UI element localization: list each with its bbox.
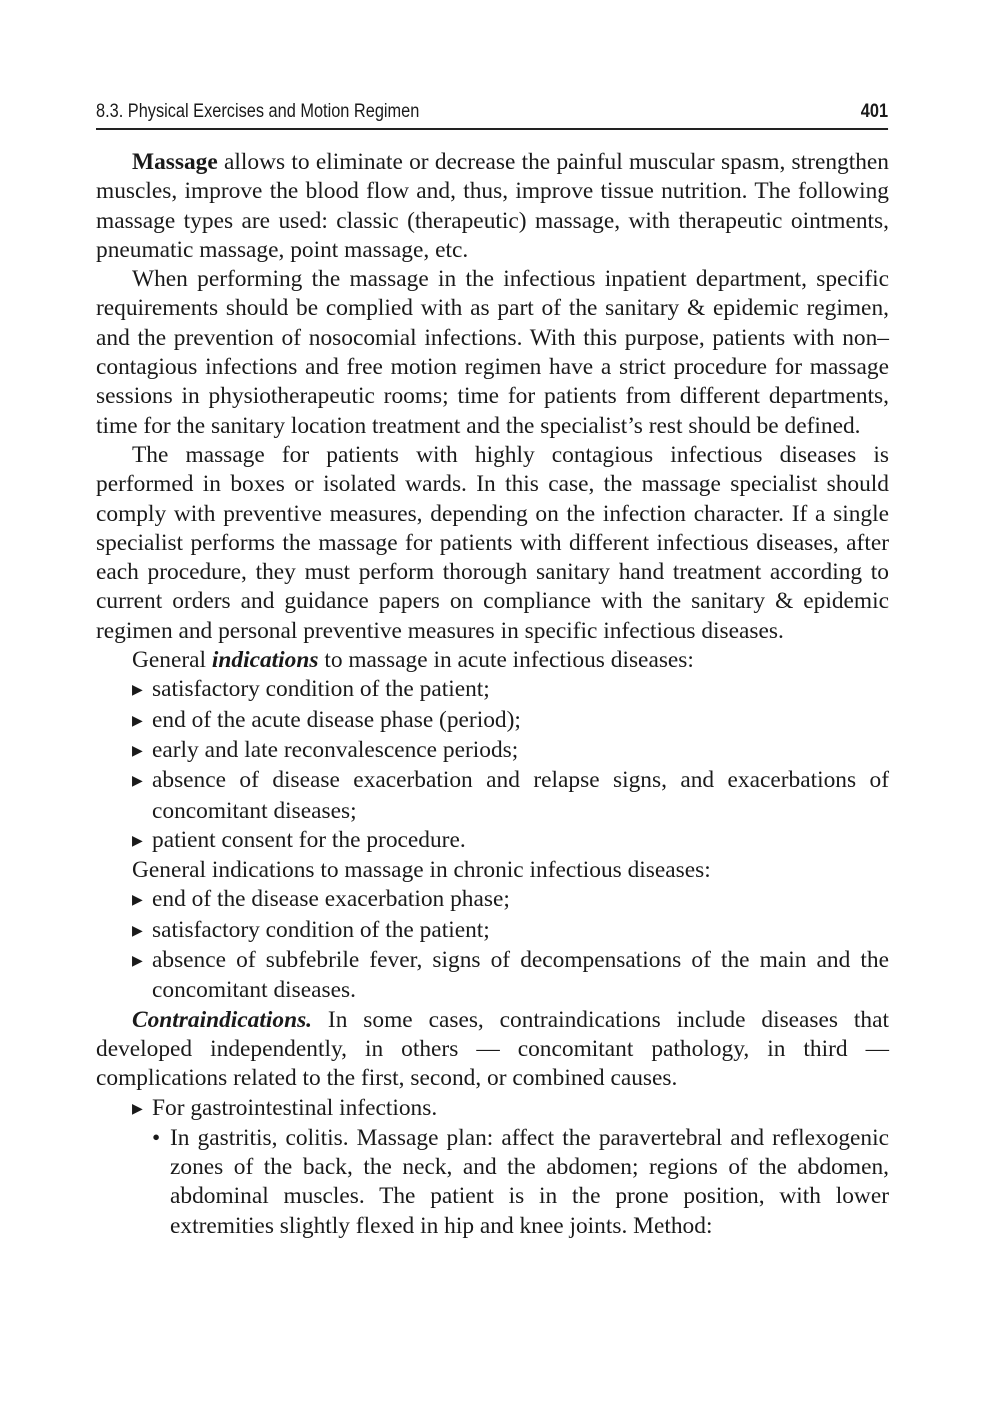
list-item — [96, 885, 889, 915]
triangle-bullet-icon: ▶ — [132, 954, 143, 970]
paragraph-massage — [96, 148, 889, 265]
paragraph-text: allows to eliminate or decrease the painful muscular spasm, strengthen muscles, improve the blood flow and, thus, improve tissue nutrition. The following massage types are used: classic (therapeutic) massage, with therapeutic ointments, pneumatic massage, point massage, etc. — [96, 149, 889, 263]
list-item-text: satisfactory condition of the patient; — [152, 676, 490, 703]
paragraph-text: In some cases, contraindications include diseases that developed independently, in others — concomitant pathology, in third — complications related to the first, second, or combined causes. — [96, 1006, 889, 1092]
list-item-text: absence of disease exacerbation and relapse signs, and exacerbations of concomitant diseases; — [152, 767, 889, 824]
term-contraindications: Contraindications. — [132, 1006, 313, 1033]
paragraph-contagious: The massage for patients with highly contagious infectious diseases is performed in boxes or isolated wards. In this case, the massage specialist should comply with preventive measures, depending on the infection character. If a single specialist performs the massage for patients with different infectious diseases, after each procedure, they must perform thorough sanitary hand treatment according to current orders and guidance papers on compliance with the sanitary & epidemic regimen and personal preventive measures in specific infectious diseases. — [96, 441, 889, 644]
page-number: 401 — [860, 101, 889, 122]
list-item — [96, 826, 889, 856]
sub-list-item — [96, 1124, 889, 1241]
dot-bullet-icon: • — [152, 1124, 161, 1151]
triangle-bullet-icon: ▶ — [132, 683, 143, 699]
acute-indications-intro — [96, 646, 889, 675]
triangle-bullet-icon: ▶ — [132, 833, 143, 849]
triangle-bullet-icon: ▶ — [132, 923, 143, 939]
intro-text: to massage in acute infectious diseases: — [318, 647, 694, 674]
triangle-bullet-icon: ▶ — [132, 713, 143, 729]
list-item-text: satisfactory condition of the patient; — [152, 916, 490, 943]
list-item-text: For gastrointestinal infections. — [152, 1094, 438, 1121]
triangle-bullet-icon: ▶ — [132, 743, 143, 759]
list-item-text: early and late reconvalescence periods; — [152, 736, 519, 763]
list-item — [96, 946, 889, 1006]
list-item — [96, 736, 889, 766]
list-item-gastrointestinal — [96, 1094, 889, 1124]
section-title: 8.3. Physical Exercises and Motion Regimen — [96, 101, 420, 122]
list-item — [96, 766, 889, 826]
list-item-text: patient consent for the procedure. — [152, 826, 466, 853]
term-massage: Massage — [132, 149, 218, 175]
list-item — [96, 916, 889, 946]
triangle-bullet-icon: ▶ — [132, 1101, 143, 1117]
paragraph-inpatient: When performing the massage in the infectious inpatient department, specific requirements should be complied with as part of the sanitary & epidemic regimen, and the prevention of nosocomial infections. With this purpose, patients with non–contagious infections and free motion regimen have a strict procedure for massage sessions in physiotherapeutic rooms; time for patients from different departments, time for the sanitary location treatment and the specialist’s rest should be defined. — [96, 266, 889, 439]
list-item — [96, 675, 889, 705]
chronic-indications-intro: General indications to massage in chronic infectious diseases: — [132, 857, 711, 884]
page-body — [96, 148, 889, 1241]
intro-text: General — [132, 647, 212, 674]
paragraph-contraindications — [96, 1006, 889, 1094]
list-item — [96, 706, 889, 736]
list-item-text: end of the acute disease phase (period); — [152, 706, 521, 733]
sub-list-item-text: In gastritis, colitis. Massage plan: affect the paravertebral and reflexogenic zones of the back, the neck, and the abdomen; regions of the abdomen, abdominal muscles. The patient is in the prone position, with lower extremities slightly flexed in hip and knee joints. Method: — [170, 1124, 889, 1239]
running-header — [96, 96, 888, 130]
list-item-text: end of the disease exacerbation phase; — [152, 886, 510, 913]
triangle-bullet-icon: ▶ — [132, 774, 143, 790]
triangle-bullet-icon: ▶ — [132, 893, 143, 909]
term-indications: indications — [211, 647, 319, 674]
list-item-text: absence of subfebrile fever, signs of decompensations of the main and the concomitant diseases. — [152, 947, 889, 1004]
